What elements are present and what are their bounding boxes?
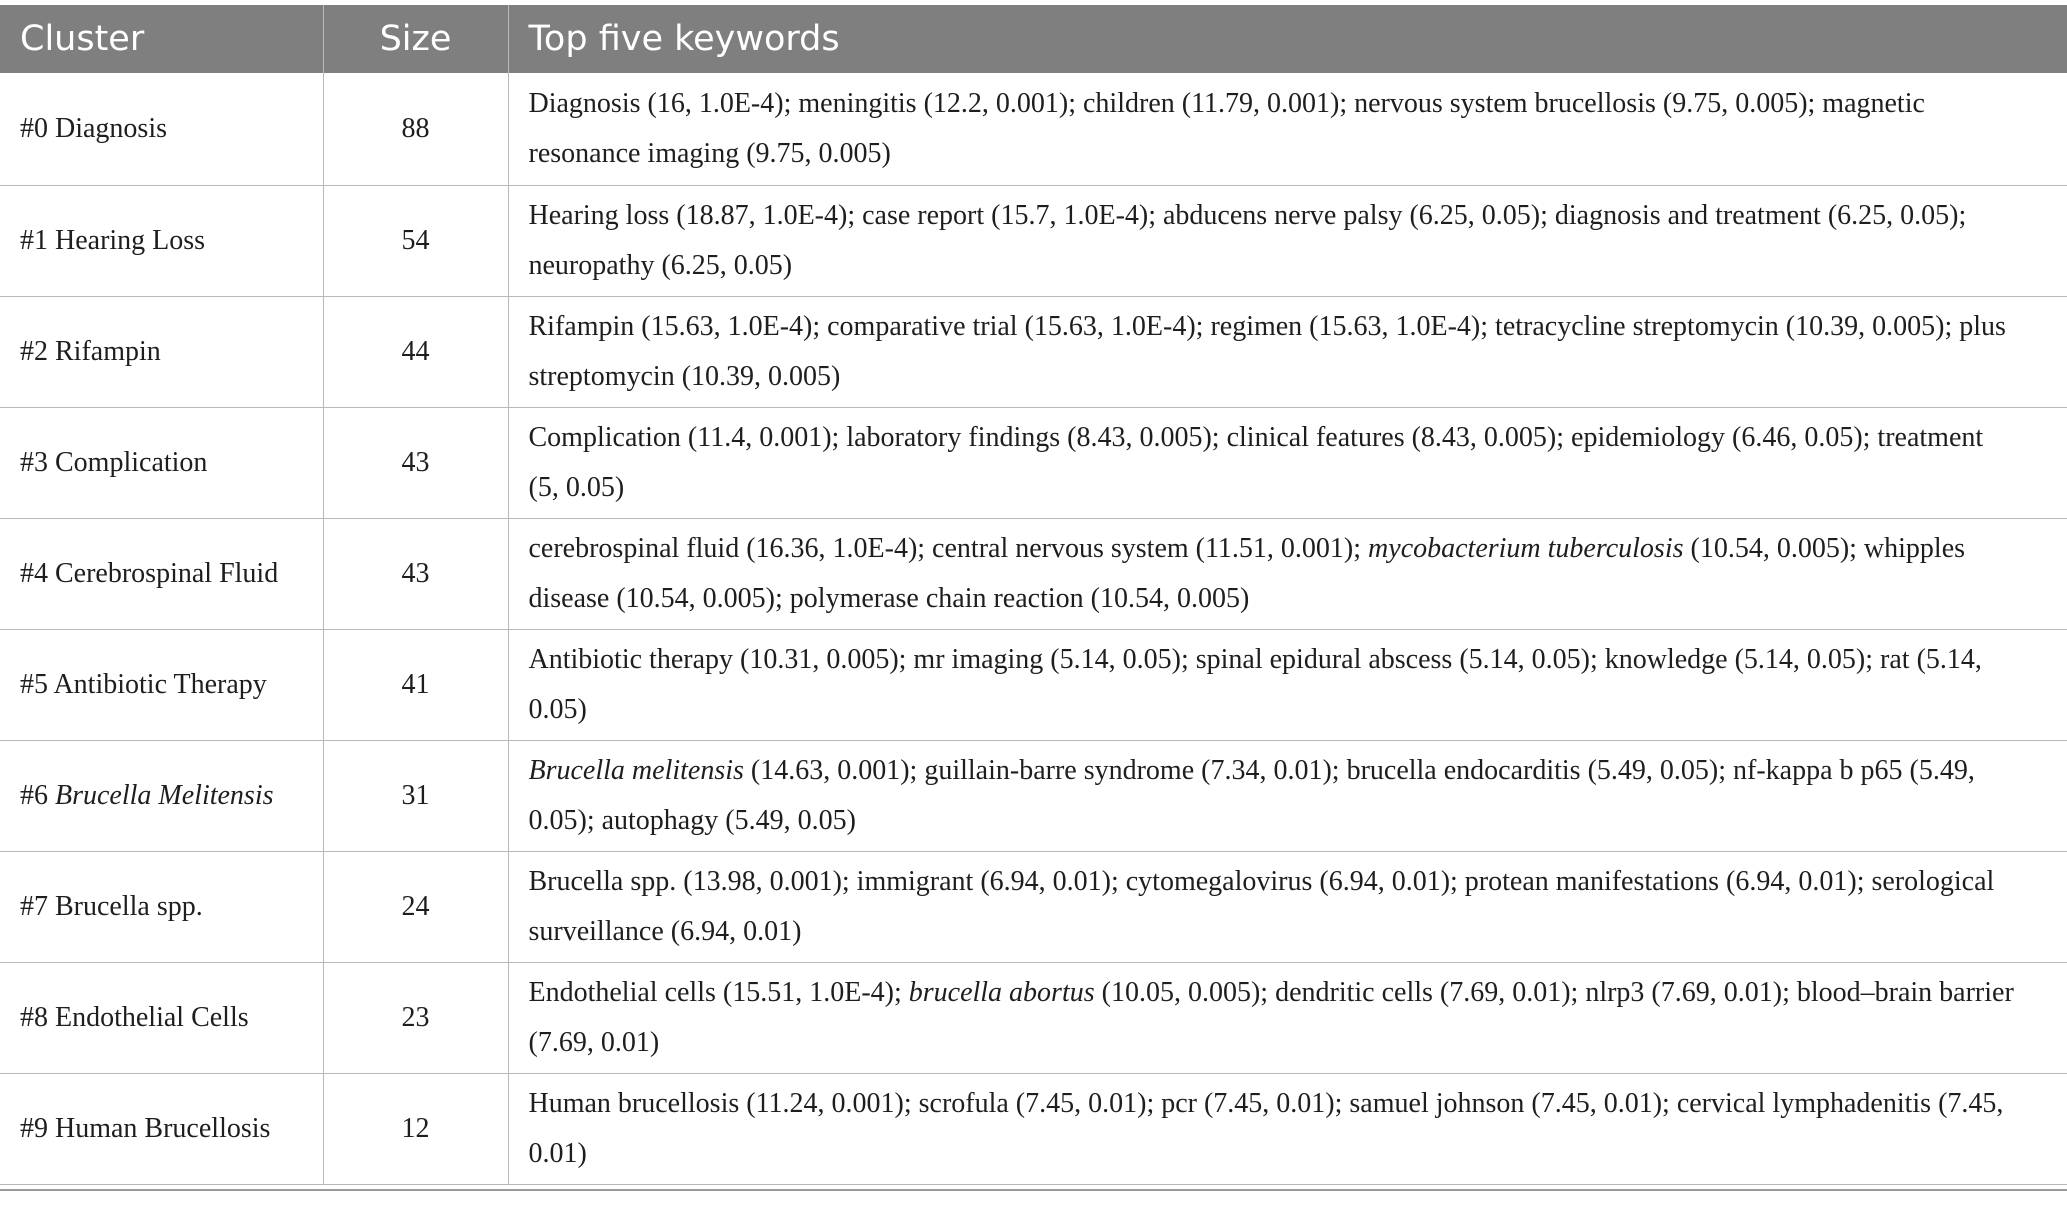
- cluster-cell: #1 Hearing Loss: [0, 185, 323, 296]
- size-cell: 23: [323, 962, 508, 1073]
- cluster-italic-name: Brucella Melitensis: [55, 779, 274, 811]
- keywords-italic-text: brucella abortus: [908, 976, 1095, 1008]
- table-row: [0, 73, 2067, 185]
- table-row: [0, 407, 2067, 518]
- header-row: [0, 5, 2067, 73]
- keywords-line: Hearing loss (18.87, 1.0E-4); case report (15.7, 1.0E-4); abducens nerve palsy (6.25, 0.05); diagnosis and treatment (6.25, 0.05);: [528, 199, 1967, 231]
- size-cell: 54: [323, 185, 508, 296]
- size-cell: 12: [323, 1073, 508, 1184]
- keywords-line: 0.01): [528, 1137, 587, 1169]
- cluster-cell: #3 Complication: [0, 407, 323, 518]
- table-row: [0, 629, 2067, 740]
- keywords-line: neuropathy (6.25, 0.05): [528, 249, 793, 281]
- table-row: [0, 851, 2067, 962]
- keywords-cell: [508, 629, 2067, 740]
- keywords-line: streptomycin (10.39, 0.005): [528, 360, 841, 392]
- keywords-text: (14.63, 0.001); guillain-barre syndrome (7.34, 0.01); brucella endocarditis (5.49, 0.05); nf-kappa b p65 (5.49,: [743, 754, 1975, 786]
- size-cell: 24: [323, 851, 508, 962]
- size-cell: 43: [323, 518, 508, 629]
- keywords-cell: [508, 185, 2067, 296]
- keywords-cell: [508, 740, 2067, 851]
- keywords-cell: [508, 851, 2067, 962]
- size-cell: 44: [323, 296, 508, 407]
- cluster-cell: #5 Antibiotic Therapy: [0, 629, 323, 740]
- keywords-cell: [508, 296, 2067, 407]
- keywords-line: surveillance (6.94, 0.01): [528, 915, 802, 947]
- keywords-line: 0.05); autophagy (5.49, 0.05): [528, 804, 856, 836]
- table-row: [0, 962, 2067, 1073]
- keywords-line: disease (10.54, 0.005); polymerase chain reaction (10.54, 0.005): [528, 582, 1250, 614]
- keywords-cell: [508, 1073, 2067, 1184]
- cluster-cell: #7 Brucella spp.: [0, 851, 323, 962]
- cluster-cell: #9 Human Brucellosis: [0, 1073, 323, 1184]
- keywords-cell: [508, 518, 2067, 629]
- keywords-italic-text: mycobacterium tuberculosis: [1368, 532, 1684, 564]
- keywords-line: [529, 524, 2048, 574]
- keywords-line: 0.05): [528, 693, 587, 725]
- keywords-line: Diagnosis (16, 1.0E-4); meningitis (12.2, 0.001); children (11.79, 0.001); nervous system brucellosis (9.75, 0.005); magnetic: [528, 87, 1925, 119]
- cluster-cell: #8 Endothelial Cells: [0, 962, 323, 1073]
- size-cell: 88: [323, 73, 508, 185]
- cluster-cell: #0 Diagnosis: [0, 73, 323, 185]
- cluster-cell: #4 Cerebrospinal Fluid: [0, 518, 323, 629]
- table-header: [0, 5, 2067, 73]
- keywords-line: Brucella spp. (13.98, 0.001); immigrant (6.94, 0.01); cytomegalovirus (6.94, 0.01); protean manifestations (6.94, 0.01); serological: [528, 865, 1995, 897]
- keywords-line: (5, 0.05): [528, 471, 625, 503]
- size-cell: 41: [323, 629, 508, 740]
- table-body: [0, 73, 2067, 1184]
- size-cell: 31: [323, 740, 508, 851]
- keywords-line: Complication (11.4, 0.001); laboratory findings (8.43, 0.005); clinical features (8.43, 0.005); epidemiology (6.46, 0.05); treatment: [528, 421, 1984, 453]
- size-cell: 43: [323, 407, 508, 518]
- cluster-prefix: #6: [20, 779, 55, 811]
- keywords-text: (10.54, 0.005); whipples: [1683, 532, 1966, 564]
- table-row: [0, 1073, 2067, 1184]
- keywords-line: [529, 746, 2048, 796]
- cluster-keywords-table-container: [0, 5, 2067, 1185]
- header-size: Size: [323, 5, 508, 73]
- cluster-keywords-table: [0, 5, 2067, 1185]
- table-row: [0, 185, 2067, 296]
- cluster-cell: [0, 740, 323, 851]
- table-row: [0, 740, 2067, 851]
- keywords-line: (7.69, 0.01): [528, 1026, 660, 1058]
- keywords-text: (10.05, 0.005); dendritic cells (7.69, 0.01); nlrp3 (7.69, 0.01); blood–brain barrier: [1094, 976, 2014, 1008]
- table-bottom-rule: [0, 1189, 2067, 1191]
- keywords-cell: [508, 407, 2067, 518]
- table-row: [0, 518, 2067, 629]
- header-keywords: Top five keywords: [528, 19, 840, 59]
- keywords-italic-text: Brucella melitensis: [528, 754, 744, 786]
- keywords-line: Human brucellosis (11.24, 0.001); scrofula (7.45, 0.01); pcr (7.45, 0.01); samuel johnson (7.45, 0.01); cervical lymphadenitis (7.45,: [528, 1087, 2004, 1119]
- table-row: [0, 296, 2067, 407]
- keywords-text: cerebrospinal fluid (16.36, 1.0E-4); central nervous system (11.51, 0.001);: [528, 532, 1369, 564]
- keywords-cell: [508, 73, 2067, 185]
- keywords-line: resonance imaging (9.75, 0.005): [528, 137, 891, 169]
- keywords-text: Endothelial cells (15.51, 1.0E-4);: [528, 976, 909, 1008]
- keywords-line: Rifampin (15.63, 1.0E-4); comparative trial (15.63, 1.0E-4); regimen (15.63, 1.0E-4); tetracycline streptomycin (10.39, 0.005); plus: [528, 310, 2006, 342]
- cluster-cell: #2 Rifampin: [0, 296, 323, 407]
- header-cluster: Cluster: [0, 5, 323, 73]
- keywords-line: Antibiotic therapy (10.31, 0.005); mr imaging (5.14, 0.05); spinal epidural abscess (5.14, 0.05); knowledge (5.14, 0.05); rat (5.14,: [528, 643, 1982, 675]
- keywords-cell: [508, 962, 2067, 1073]
- keywords-line: [529, 968, 2048, 1018]
